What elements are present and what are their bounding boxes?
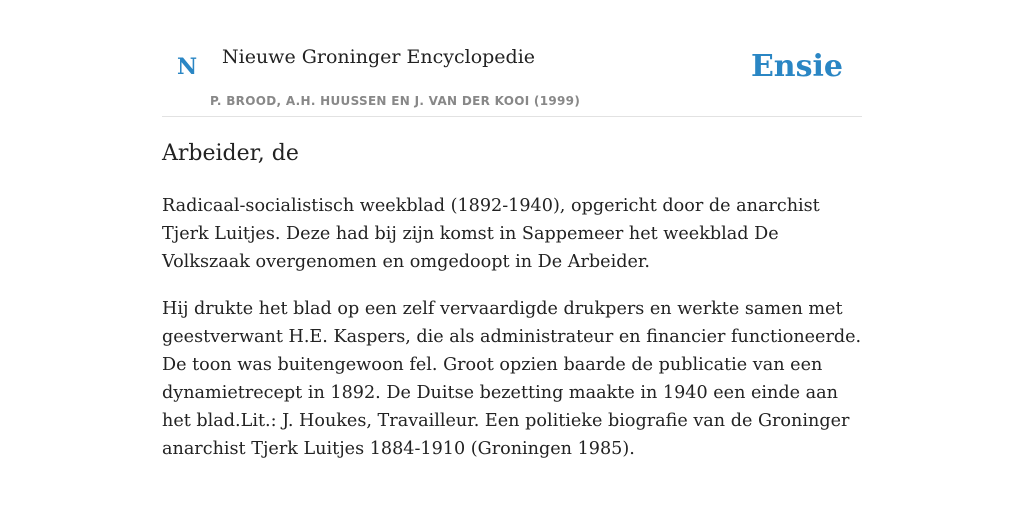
encyclopedia-header	[162, 0, 862, 117]
encyclopedia-logo[interactable]: N	[177, 54, 198, 80]
ensie-logo-link[interactable]: Ensie	[750, 49, 843, 84]
entry-paragraph-2: Hij drukte het blad op een zelf vervaardigde drukpers en werkte samen met geestverwant H.E. Kaspers, die als administrateur en financier functioneerde. De toon was buitengewoon fel. Groot opzien baarde de publicatie van een dynamietrecept in 1892. De Duitse bezetting maakte in 1940 een einde aan het blad.Lit.: J. Houkes, Travailleur. Een politieke biografie van de Groninger anarchist Tjerk Luitjes 1884-1910 (Groningen 1985).	[162, 299, 862, 459]
encyclopedia-authors: P. BROOD, A.H. HUUSSEN EN J. VAN DER KOOI (1999)	[210, 94, 581, 108]
entry-title: Arbeider, de	[162, 141, 299, 166]
entry-paragraph-1: Radicaal-socialistisch weekblad (1892-1940), opgericht door de anarchist Tjerk Luitjes. Deze had bij zijn komst in Sappemeer het weekblad De Volkszaak overgenomen en omgedoopt in De Arbeider.	[162, 196, 820, 272]
encyclopedia-title-link[interactable]: Nieuwe Groninger Encyclopedie	[222, 46, 536, 68]
